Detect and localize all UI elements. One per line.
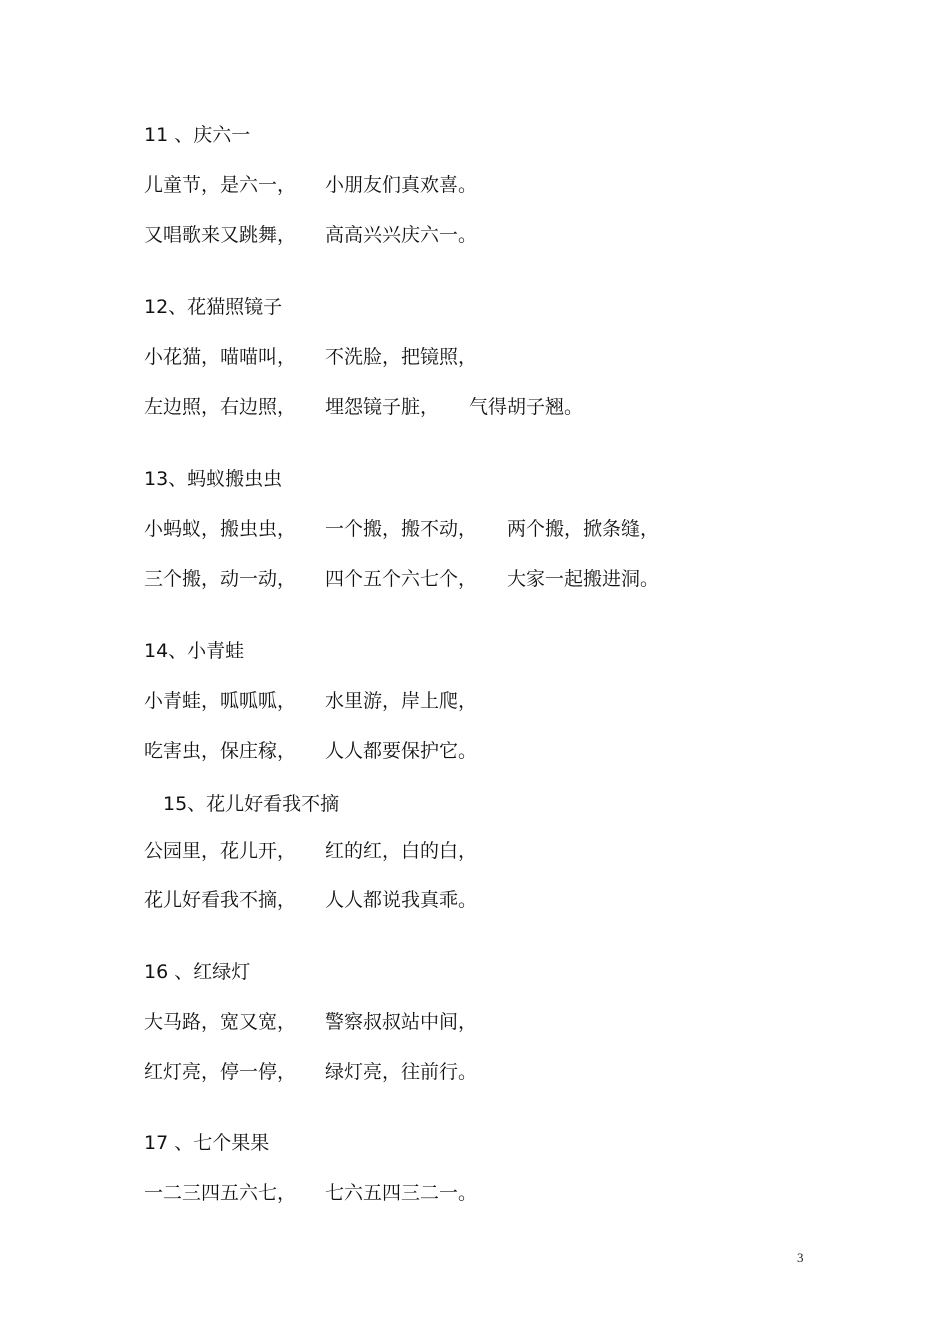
verse-phrase: 儿童节，是六一，: [144, 174, 297, 196]
verse-phrase: 小青蛙，呱呱呱，: [144, 690, 297, 712]
verse-phrase: 人人都要保护它。: [325, 740, 478, 762]
poem-title-13: 13、蚂蚁搬虫虫: [144, 468, 283, 490]
verse-phrase: 吃害虫，保庄稼，: [144, 740, 297, 762]
poem-title-17: 17 、七个果果: [144, 1132, 270, 1154]
verse-phrase: 水里游，岸上爬，: [325, 690, 478, 712]
verse-phrase: 又唱歌来又跳舞，: [144, 224, 297, 246]
verse-phrase: 红的红，白的白，: [325, 840, 478, 862]
verse-phrase: 花儿好看我不摘，: [144, 889, 297, 911]
page-number: 3: [797, 1250, 804, 1265]
verse-phrase: 左边照，右边照，: [144, 396, 297, 418]
verse-phrase: 三个搬，动一动，: [144, 568, 297, 590]
verse-phrase: 一个搬，搬不动，: [325, 518, 478, 540]
verse-phrase: 气得胡子翘。: [469, 396, 584, 418]
verse-phrase: 大马路，宽又宽，: [144, 1011, 297, 1033]
poem-title-12: 12、花猫照镜子: [144, 296, 283, 318]
verse-phrase: 绿灯亮，往前行。: [325, 1061, 478, 1083]
verse-phrase: 两个搬，掀条缝，: [507, 518, 660, 540]
verse-phrase: 高高兴兴庆六一。: [325, 224, 478, 246]
verse-phrase: 小花猫，喵喵叫，: [144, 346, 297, 368]
poem-title-11: 11 、庆六一: [144, 124, 251, 146]
verse-phrase: 四个五个六七个，: [325, 568, 478, 590]
verse-phrase: 一二三四五六七，: [144, 1182, 297, 1204]
verse-phrase: 警察叔叔站中间，: [325, 1011, 478, 1033]
poem-title-16: 16 、红绿灯: [144, 961, 251, 983]
poem-title-14: 14、小青蛙: [144, 640, 245, 662]
verse-phrase: 小朋友们真欢喜。: [325, 174, 478, 196]
verse-phrase: 小蚂蚁，搬虫虫，: [144, 518, 297, 540]
verse-phrase: 红灯亮，停一停，: [144, 1061, 297, 1083]
verse-phrase: 七六五四三二一。: [325, 1182, 478, 1204]
verse-phrase: 埋怨镜子脏，: [325, 396, 440, 418]
verse-phrase: 不洗脸，把镜照，: [325, 346, 478, 368]
verse-phrase: 大家一起搬进洞。: [507, 568, 660, 590]
poem-title-15: 15、花儿好看我不摘: [163, 793, 340, 815]
verse-phrase: 人人都说我真乖。: [325, 889, 478, 911]
verse-phrase: 公园里，花儿开，: [144, 840, 297, 862]
